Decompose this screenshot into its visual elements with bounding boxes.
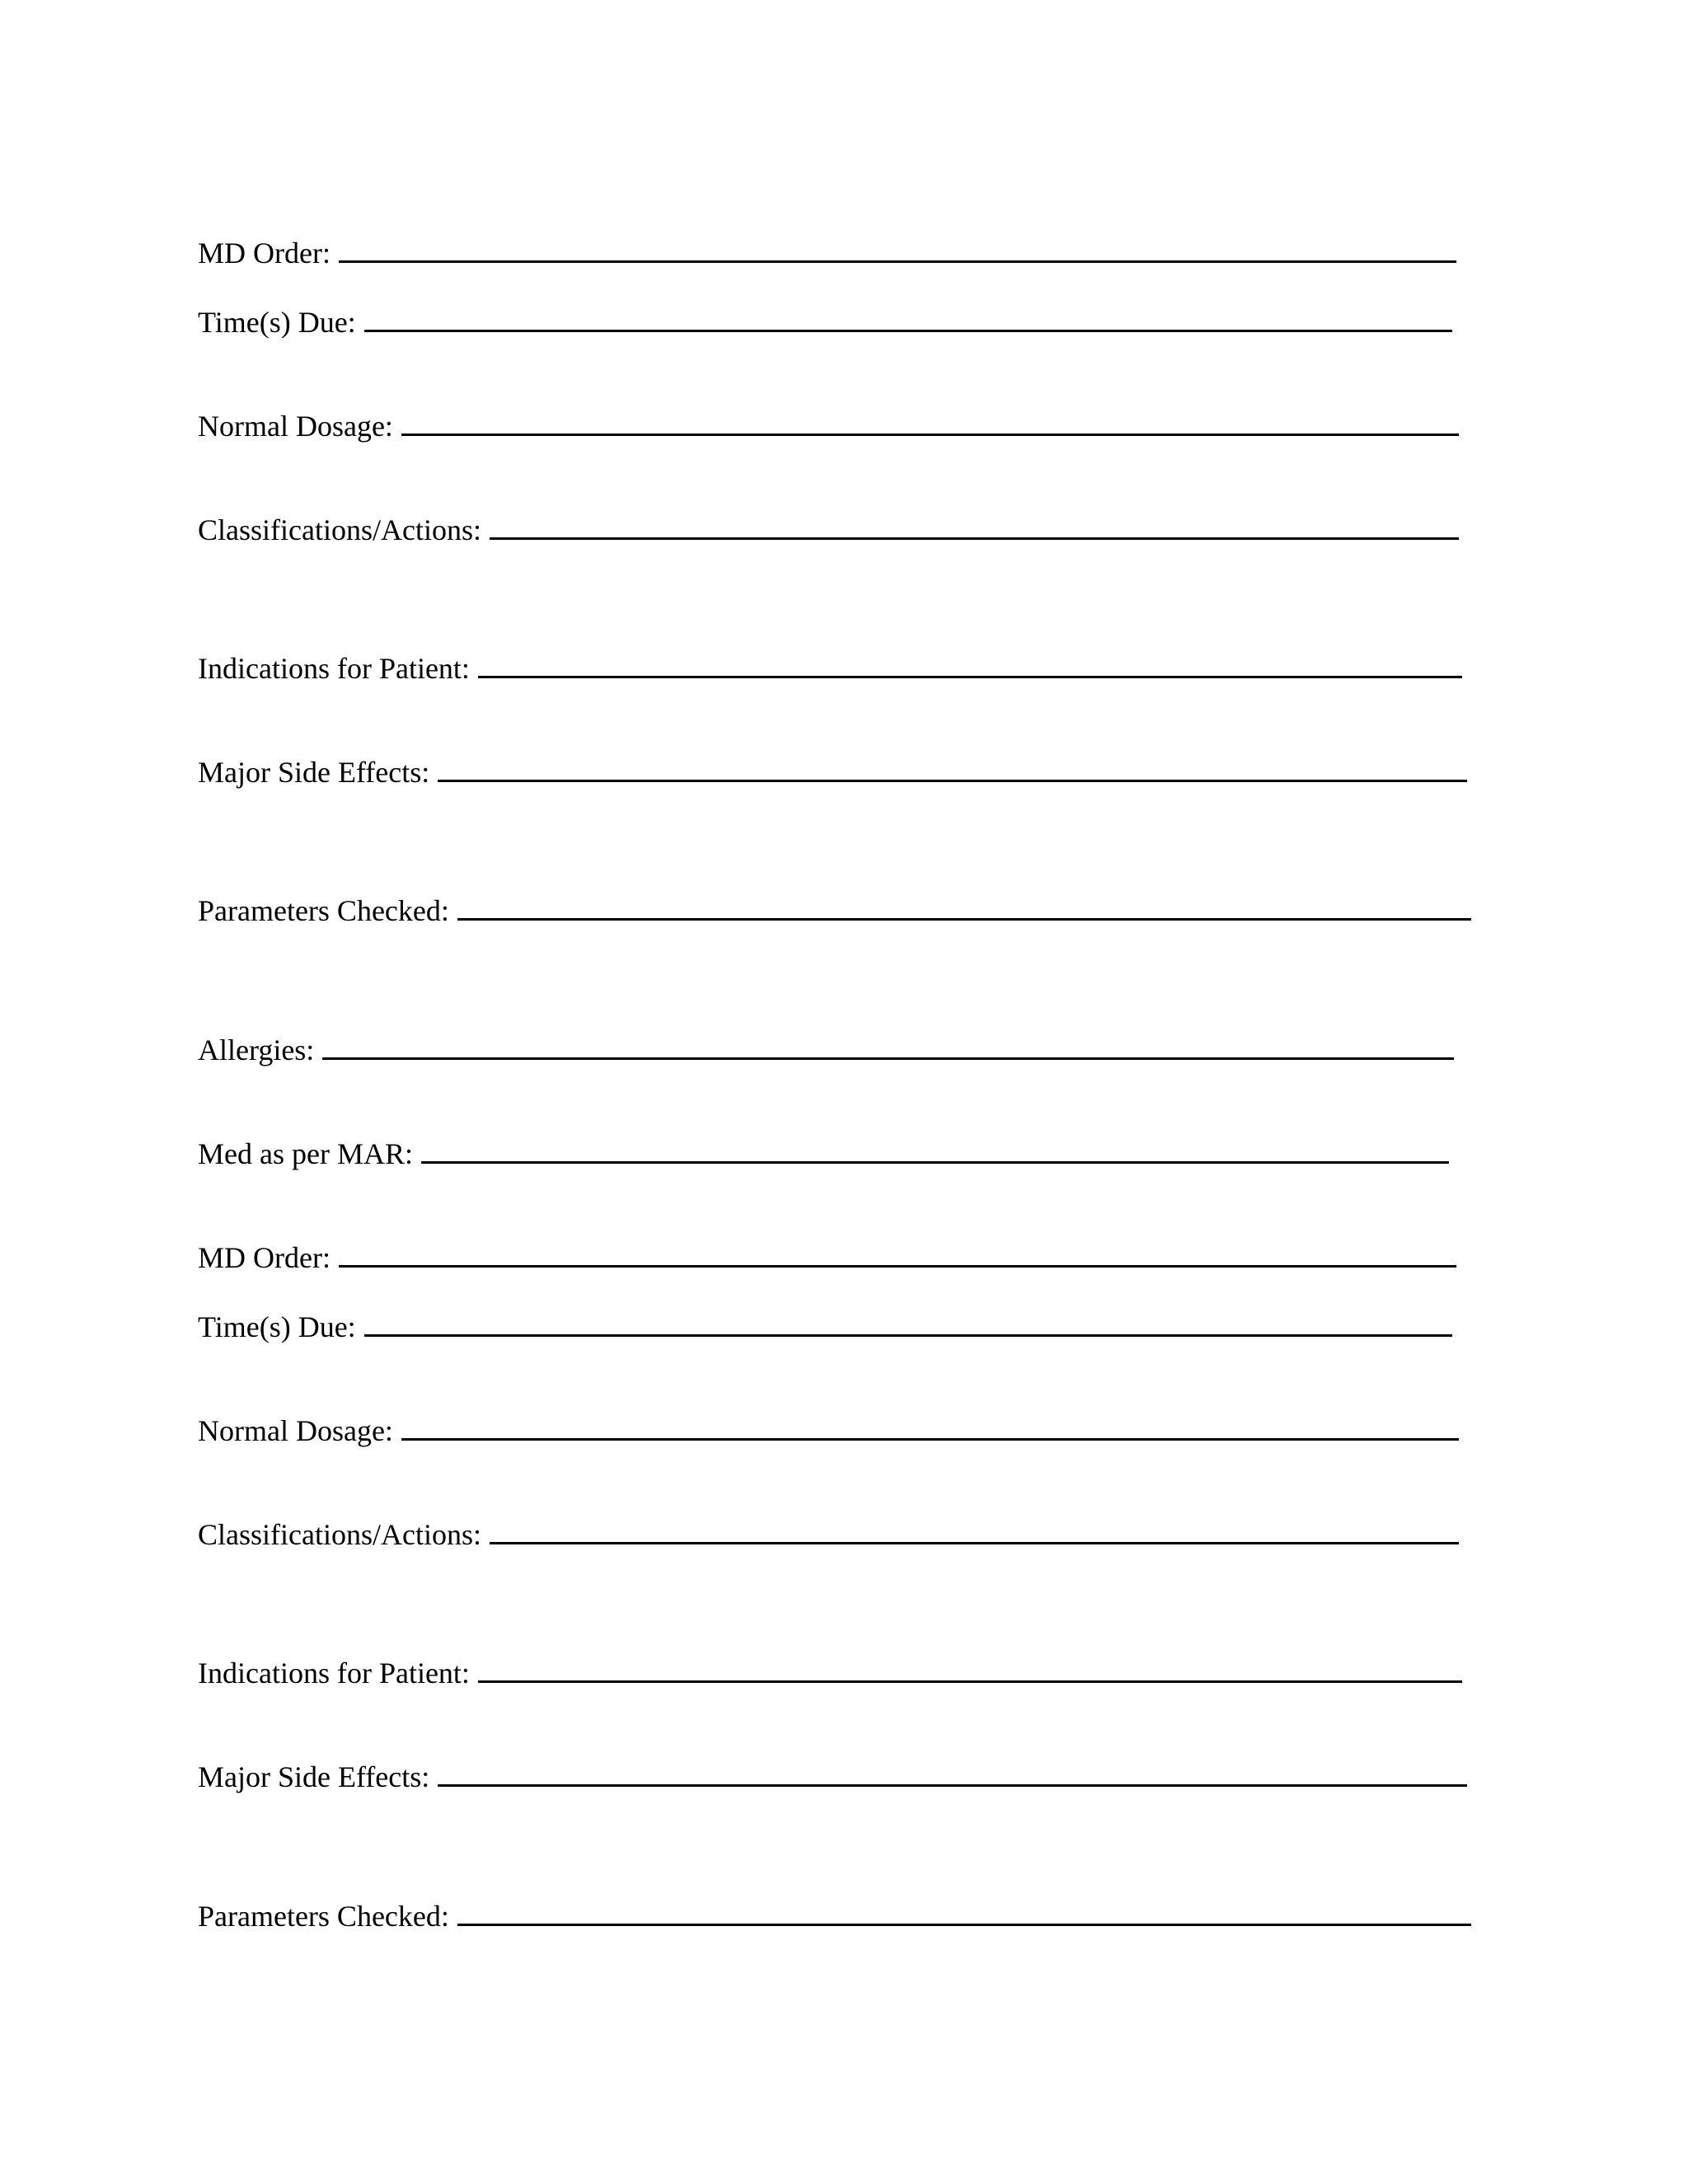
side-effects-field xyxy=(198,750,1467,799)
parameters-checked-blank-line[interactable] xyxy=(457,888,1471,921)
normal-dosage-label: Normal Dosage: xyxy=(198,410,393,443)
allergies-label: Allergies: xyxy=(198,1033,315,1066)
md-order-field xyxy=(198,231,1456,280)
side-effects-label: Major Side Effects: xyxy=(198,756,430,789)
normal-dosage-blank-line[interactable] xyxy=(401,404,1459,436)
med-as-per-mar-blank-line[interactable] xyxy=(421,1132,1449,1164)
normal-dosage-blank-line-2[interactable] xyxy=(401,1408,1459,1441)
times-due-blank-line[interactable] xyxy=(364,300,1452,332)
parameters-checked-blank-line-2[interactable] xyxy=(457,1894,1471,1926)
parameters-checked-field-2 xyxy=(198,1894,1471,1943)
classifications-actions-label: Classifications/Actions: xyxy=(198,513,481,546)
allergies-field xyxy=(198,1028,1454,1077)
indications-field xyxy=(198,646,1462,696)
indications-field-2 xyxy=(198,1651,1462,1700)
normal-dosage-field-2 xyxy=(198,1408,1459,1458)
normal-dosage-field xyxy=(198,404,1459,453)
normal-dosage-label-2: Normal Dosage: xyxy=(198,1414,393,1447)
md-order-label-2: MD Order: xyxy=(198,1241,331,1274)
times-due-label: Time(s) Due: xyxy=(198,306,356,339)
md-order-blank-line[interactable] xyxy=(339,231,1456,263)
parameters-checked-field xyxy=(198,888,1471,938)
md-order-field-2 xyxy=(198,1235,1456,1285)
md-order-label: MD Order: xyxy=(198,237,331,269)
classifications-actions-label-2: Classifications/Actions: xyxy=(198,1518,481,1551)
side-effects-field-2 xyxy=(198,1755,1467,1804)
indications-label-2: Indications for Patient: xyxy=(198,1657,470,1690)
side-effects-blank-line-2[interactable] xyxy=(438,1755,1467,1787)
times-due-field-2 xyxy=(198,1305,1452,1354)
parameters-checked-label-2: Parameters Checked: xyxy=(198,1900,449,1933)
times-due-field xyxy=(198,300,1452,349)
classifications-actions-field xyxy=(198,508,1459,557)
classifications-actions-blank-line[interactable] xyxy=(490,508,1459,540)
times-due-label-2: Time(s) Due: xyxy=(198,1310,356,1343)
side-effects-label-2: Major Side Effects: xyxy=(198,1760,430,1793)
allergies-blank-line[interactable] xyxy=(322,1028,1454,1060)
med-as-per-mar-field xyxy=(198,1132,1449,1181)
med-as-per-mar-label: Med as per MAR: xyxy=(198,1137,413,1170)
classifications-actions-blank-line-2[interactable] xyxy=(490,1512,1459,1544)
md-order-blank-line-2[interactable] xyxy=(339,1235,1456,1268)
parameters-checked-label: Parameters Checked: xyxy=(198,894,449,927)
indications-label: Indications for Patient: xyxy=(198,652,470,685)
indications-blank-line[interactable] xyxy=(478,646,1462,678)
times-due-blank-line-2[interactable] xyxy=(364,1305,1452,1337)
classifications-actions-field-2 xyxy=(198,1512,1459,1562)
side-effects-blank-line[interactable] xyxy=(438,750,1467,782)
indications-blank-line-2[interactable] xyxy=(478,1651,1462,1683)
